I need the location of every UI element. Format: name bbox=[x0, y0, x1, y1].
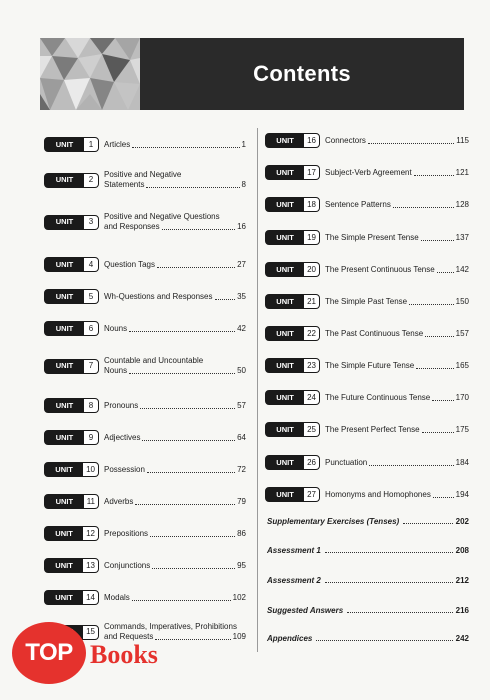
entry-text bbox=[325, 425, 469, 435]
dot-leader bbox=[316, 640, 452, 641]
dot-leader bbox=[422, 432, 454, 433]
unit-label: UNIT bbox=[45, 138, 84, 151]
entry-title: Nouns bbox=[104, 323, 128, 333]
toc-entry-unit-13[interactable] bbox=[44, 558, 246, 573]
unit-number: 1 bbox=[84, 138, 98, 151]
entry-title: Punctuation bbox=[325, 457, 368, 467]
entry-text bbox=[104, 356, 246, 376]
entry-title: Conjunctions bbox=[104, 560, 151, 570]
unit-number: 7 bbox=[84, 360, 98, 373]
entry-title: Assessment 1 bbox=[267, 546, 321, 555]
unit-label: UNIT bbox=[45, 463, 83, 476]
entry-title: Supplementary Exercises (Tenses) bbox=[267, 517, 400, 526]
unit-label: UNIT bbox=[45, 495, 84, 508]
unit-label: UNIT bbox=[266, 488, 304, 501]
entry-title: Assessment 2 bbox=[267, 576, 321, 585]
entry-text bbox=[325, 329, 469, 339]
unit-number: 13 bbox=[83, 559, 98, 572]
logo-top-mark: TOP bbox=[12, 622, 86, 684]
entry-title: Possession bbox=[104, 464, 145, 474]
unit-badge bbox=[265, 326, 320, 341]
entry-text bbox=[104, 529, 246, 539]
page-number: 142 bbox=[455, 264, 469, 274]
dot-leader bbox=[142, 440, 235, 441]
unit-badge bbox=[265, 487, 320, 502]
unit-badge bbox=[265, 230, 320, 245]
entry-text bbox=[104, 593, 246, 603]
toc-entry-unit-9[interactable] bbox=[44, 430, 246, 445]
entry-text bbox=[325, 393, 469, 403]
toc-entry-unit-8[interactable] bbox=[44, 398, 246, 413]
unit-label: UNIT bbox=[45, 591, 83, 604]
toc-entry-unit-4[interactable] bbox=[44, 257, 246, 272]
unit-number: 19 bbox=[304, 231, 319, 244]
page-number: 216 bbox=[455, 606, 469, 615]
entry-title: Question Tags bbox=[104, 259, 155, 269]
dot-leader bbox=[150, 536, 235, 537]
toc-entry-unit-6[interactable] bbox=[44, 321, 246, 336]
unit-badge bbox=[44, 590, 99, 605]
page-number: 79 bbox=[237, 496, 246, 506]
unit-number: 25 bbox=[304, 423, 319, 436]
entry-text bbox=[104, 497, 246, 507]
toc-entry-unit-12[interactable] bbox=[44, 526, 246, 541]
entry-text bbox=[104, 433, 246, 443]
unit-badge bbox=[265, 165, 320, 180]
unit-number: 2 bbox=[84, 174, 98, 187]
toc-entry-extra[interactable] bbox=[267, 546, 469, 555]
page-number: 194 bbox=[455, 489, 469, 499]
unit-number: 11 bbox=[84, 495, 98, 508]
page-number: 242 bbox=[455, 634, 469, 643]
dot-leader bbox=[432, 400, 453, 401]
page-number: 1 bbox=[241, 139, 246, 149]
unit-badge bbox=[44, 462, 99, 477]
page-number: 184 bbox=[455, 457, 469, 467]
entry-text bbox=[325, 361, 469, 371]
entry-text bbox=[104, 170, 246, 190]
unit-label: UNIT bbox=[45, 322, 84, 335]
toc-entry-unit-2[interactable] bbox=[44, 170, 246, 190]
contents-banner bbox=[40, 38, 464, 110]
toc-entry-unit-27[interactable] bbox=[265, 487, 469, 502]
unit-label: UNIT bbox=[266, 327, 304, 340]
entry-title: Adjectives bbox=[104, 432, 141, 442]
topbooks-logo bbox=[12, 622, 192, 684]
toc-entry-unit-18[interactable] bbox=[265, 197, 469, 212]
dot-leader bbox=[369, 465, 453, 466]
unit-label: UNIT bbox=[45, 431, 84, 444]
dot-leader bbox=[403, 523, 452, 524]
unit-label: UNIT bbox=[266, 295, 304, 308]
unit-badge bbox=[44, 215, 99, 230]
unit-number: 20 bbox=[304, 263, 319, 276]
unit-number: 15 bbox=[83, 626, 98, 639]
dot-leader bbox=[393, 207, 454, 208]
entry-text bbox=[104, 292, 246, 302]
entry-title-line2-row bbox=[104, 222, 246, 232]
page-number: 150 bbox=[455, 296, 469, 306]
dot-leader bbox=[135, 504, 235, 505]
unit-label: UNIT bbox=[45, 216, 84, 229]
entry-title: Connectors bbox=[325, 135, 366, 145]
dot-leader bbox=[325, 582, 453, 583]
unit-badge bbox=[265, 358, 320, 373]
entry-text bbox=[104, 212, 246, 232]
entry-title: Articles bbox=[104, 139, 131, 149]
entry-title-line1: Commands, Imperatives, Prohibitions bbox=[104, 622, 237, 631]
dot-leader bbox=[147, 472, 235, 473]
page-number: 50 bbox=[237, 366, 246, 375]
entry-title: Appendices bbox=[267, 634, 313, 643]
unit-badge bbox=[265, 133, 320, 148]
dot-leader bbox=[132, 600, 231, 601]
dot-leader bbox=[409, 304, 454, 305]
unit-number: 14 bbox=[83, 591, 98, 604]
unit-number: 22 bbox=[304, 327, 319, 340]
toc-entry-unit-24[interactable] bbox=[265, 390, 469, 405]
toc-entry-unit-5[interactable] bbox=[44, 289, 246, 304]
entry-text bbox=[325, 168, 469, 178]
page-number: 157 bbox=[455, 328, 469, 338]
toc-entry-unit-23[interactable] bbox=[265, 358, 469, 373]
unit-label: UNIT bbox=[45, 290, 84, 303]
unit-label: UNIT bbox=[266, 456, 304, 469]
unit-label: UNIT bbox=[266, 166, 304, 179]
toc-entry-unit-25[interactable] bbox=[265, 422, 469, 437]
page-number: 170 bbox=[455, 392, 469, 402]
entry-title-line2: and Requests bbox=[104, 632, 154, 641]
unit-number: 27 bbox=[304, 488, 319, 501]
toc-entry-unit-19[interactable] bbox=[265, 230, 469, 245]
toc-entry-unit-22[interactable] bbox=[265, 326, 469, 341]
entry-title: The Future Continuous Tense bbox=[325, 392, 431, 402]
logo-books-text: Books bbox=[90, 640, 158, 669]
unit-badge bbox=[44, 526, 99, 541]
unit-number: 12 bbox=[83, 527, 98, 540]
page-number: 212 bbox=[455, 576, 469, 585]
entry-text bbox=[325, 200, 469, 210]
entry-title: The Present Continuous Tense bbox=[325, 264, 435, 274]
unit-badge bbox=[265, 197, 320, 212]
entry-text bbox=[325, 458, 469, 468]
page-number: 115 bbox=[456, 135, 469, 145]
page-number: 57 bbox=[237, 400, 246, 410]
entry-title-line1: Positive and Negative bbox=[104, 170, 182, 179]
entry-text bbox=[104, 260, 246, 270]
entry-title: Suggested Answers bbox=[267, 606, 344, 615]
unit-badge bbox=[44, 137, 99, 152]
entry-text bbox=[104, 465, 246, 475]
unit-number: 24 bbox=[304, 391, 319, 404]
unit-label: UNIT bbox=[45, 527, 83, 540]
dot-leader bbox=[152, 568, 235, 569]
unit-label: UNIT bbox=[266, 263, 304, 276]
entry-text bbox=[325, 233, 469, 243]
toc-entry-unit-17[interactable] bbox=[265, 165, 469, 180]
entry-title: The Simple Present Tense bbox=[325, 232, 419, 242]
dot-leader bbox=[132, 147, 239, 148]
toc-entry-unit-21[interactable] bbox=[265, 294, 469, 309]
unit-badge bbox=[44, 558, 99, 573]
entry-title: Homonyms and Homophones bbox=[325, 489, 431, 499]
unit-number: 5 bbox=[84, 290, 98, 303]
entry-title-line2: Nouns bbox=[104, 366, 128, 375]
dot-leader bbox=[425, 336, 454, 337]
unit-number: 9 bbox=[84, 431, 98, 444]
column-divider bbox=[257, 128, 258, 652]
entry-title-line1: Positive and Negative Questions bbox=[104, 212, 220, 221]
dot-leader bbox=[140, 408, 235, 409]
unit-number: 8 bbox=[84, 399, 98, 412]
unit-badge bbox=[44, 257, 99, 272]
entry-text bbox=[325, 490, 469, 500]
entry-title: The Present Perfect Tense bbox=[325, 424, 420, 434]
unit-badge bbox=[265, 422, 320, 437]
unit-badge bbox=[265, 262, 320, 277]
entry-title: The Simple Past Tense bbox=[325, 296, 408, 306]
unit-label: UNIT bbox=[266, 134, 304, 147]
entry-title: Pronouns bbox=[104, 400, 139, 410]
dot-leader bbox=[414, 175, 454, 176]
page-number: 16 bbox=[237, 222, 246, 231]
toc-entry-unit-10[interactable] bbox=[44, 462, 246, 477]
dot-leader bbox=[129, 373, 235, 374]
page-number: 72 bbox=[237, 464, 246, 474]
page-number: 8 bbox=[241, 180, 246, 189]
page-number: 165 bbox=[455, 360, 469, 370]
toc-entry-extra[interactable] bbox=[267, 634, 469, 643]
toc-entry-unit-20[interactable] bbox=[265, 262, 469, 277]
entry-title: Prepositions bbox=[104, 528, 149, 538]
page-number: 175 bbox=[455, 424, 469, 434]
page-number: 102 bbox=[232, 592, 246, 602]
page-number: 86 bbox=[237, 528, 246, 538]
dot-leader bbox=[325, 552, 453, 553]
unit-number: 23 bbox=[304, 359, 319, 372]
unit-label: UNIT bbox=[45, 399, 84, 412]
page-number: 42 bbox=[237, 323, 246, 333]
dot-leader bbox=[433, 497, 454, 498]
dot-leader bbox=[157, 267, 235, 268]
entry-text bbox=[104, 140, 246, 150]
dot-leader bbox=[437, 272, 454, 273]
unit-number: 17 bbox=[304, 166, 319, 179]
entry-text bbox=[104, 401, 246, 411]
page-title: Contents bbox=[253, 61, 351, 86]
unit-number: 10 bbox=[83, 463, 98, 476]
page-number: 109 bbox=[232, 632, 246, 641]
entry-title: Sentence Patterns bbox=[325, 199, 391, 209]
toc-entry-extra[interactable] bbox=[267, 517, 469, 526]
unit-badge bbox=[44, 173, 99, 188]
unit-number: 4 bbox=[84, 258, 98, 271]
unit-badge bbox=[44, 321, 99, 336]
unit-number: 21 bbox=[304, 295, 319, 308]
unit-label: UNIT bbox=[45, 258, 84, 271]
page-number: 121 bbox=[455, 167, 469, 177]
unit-label: UNIT bbox=[45, 174, 84, 187]
triangle-pattern-decoration bbox=[40, 38, 140, 110]
toc-entry-unit-16[interactable] bbox=[265, 133, 469, 148]
page-number: 208 bbox=[455, 546, 469, 555]
toc-entry-unit-3[interactable] bbox=[44, 212, 246, 232]
unit-badge bbox=[44, 398, 99, 413]
entry-text bbox=[104, 324, 246, 334]
unit-badge bbox=[265, 390, 320, 405]
entry-title: The Past Continuous Tense bbox=[325, 328, 424, 338]
page-number: 202 bbox=[455, 517, 469, 526]
toc-entry-unit-26[interactable] bbox=[265, 455, 469, 470]
dot-leader bbox=[146, 187, 239, 188]
entry-title: Subject-Verb Agreement bbox=[325, 167, 412, 177]
page-number: 27 bbox=[237, 259, 246, 269]
unit-label: UNIT bbox=[45, 360, 84, 373]
entry-title-line2: Statements bbox=[104, 180, 145, 189]
dot-leader bbox=[368, 143, 454, 144]
unit-badge bbox=[265, 294, 320, 309]
dot-leader bbox=[215, 299, 236, 300]
unit-label: UNIT bbox=[266, 231, 304, 244]
unit-label: UNIT bbox=[266, 423, 304, 436]
entry-title-line2-row bbox=[104, 366, 246, 376]
toc-entry-extra[interactable] bbox=[267, 576, 469, 585]
unit-number: 16 bbox=[304, 134, 319, 147]
unit-badge bbox=[44, 494, 99, 509]
unit-label: UNIT bbox=[266, 198, 304, 211]
page-number: 137 bbox=[455, 232, 469, 242]
entry-title: Wh-Questions and Responses bbox=[104, 291, 213, 301]
dot-leader bbox=[129, 331, 235, 332]
entry-title: Modals bbox=[104, 592, 130, 602]
entry-text bbox=[325, 297, 469, 307]
toc-entry-unit-14[interactable] bbox=[44, 590, 246, 605]
page-number: 128 bbox=[455, 199, 469, 209]
entry-text bbox=[104, 561, 246, 571]
dot-leader bbox=[347, 612, 452, 613]
page-number: 95 bbox=[237, 560, 246, 570]
unit-badge bbox=[44, 289, 99, 304]
entry-text bbox=[325, 265, 469, 275]
unit-label: UNIT bbox=[266, 359, 304, 372]
toc-entry-extra[interactable] bbox=[267, 606, 469, 615]
entry-title: Adverbs bbox=[104, 496, 134, 506]
entry-title-line2-row bbox=[104, 180, 246, 190]
page-number: 64 bbox=[237, 432, 246, 442]
unit-badge bbox=[44, 430, 99, 445]
dot-leader bbox=[421, 240, 454, 241]
toc-entry-unit-11[interactable] bbox=[44, 494, 246, 509]
unit-number: 3 bbox=[84, 216, 98, 229]
unit-badge bbox=[44, 359, 99, 374]
dot-leader bbox=[416, 368, 453, 369]
dot-leader bbox=[162, 229, 236, 230]
page-number: 35 bbox=[237, 291, 246, 301]
entry-title: The Simple Future Tense bbox=[325, 360, 415, 370]
unit-label: UNIT bbox=[266, 391, 304, 404]
unit-number: 18 bbox=[304, 198, 319, 211]
entry-title-line2: and Responses bbox=[104, 222, 160, 231]
unit-badge bbox=[265, 455, 320, 470]
toc-entry-unit-1[interactable] bbox=[44, 137, 246, 152]
unit-number: 26 bbox=[304, 456, 319, 469]
unit-number: 6 bbox=[84, 322, 98, 335]
toc-entry-unit-7[interactable] bbox=[44, 356, 246, 376]
entry-text bbox=[325, 136, 469, 146]
entry-title-line1: Countable and Uncountable bbox=[104, 356, 204, 365]
unit-label: UNIT bbox=[45, 559, 83, 572]
